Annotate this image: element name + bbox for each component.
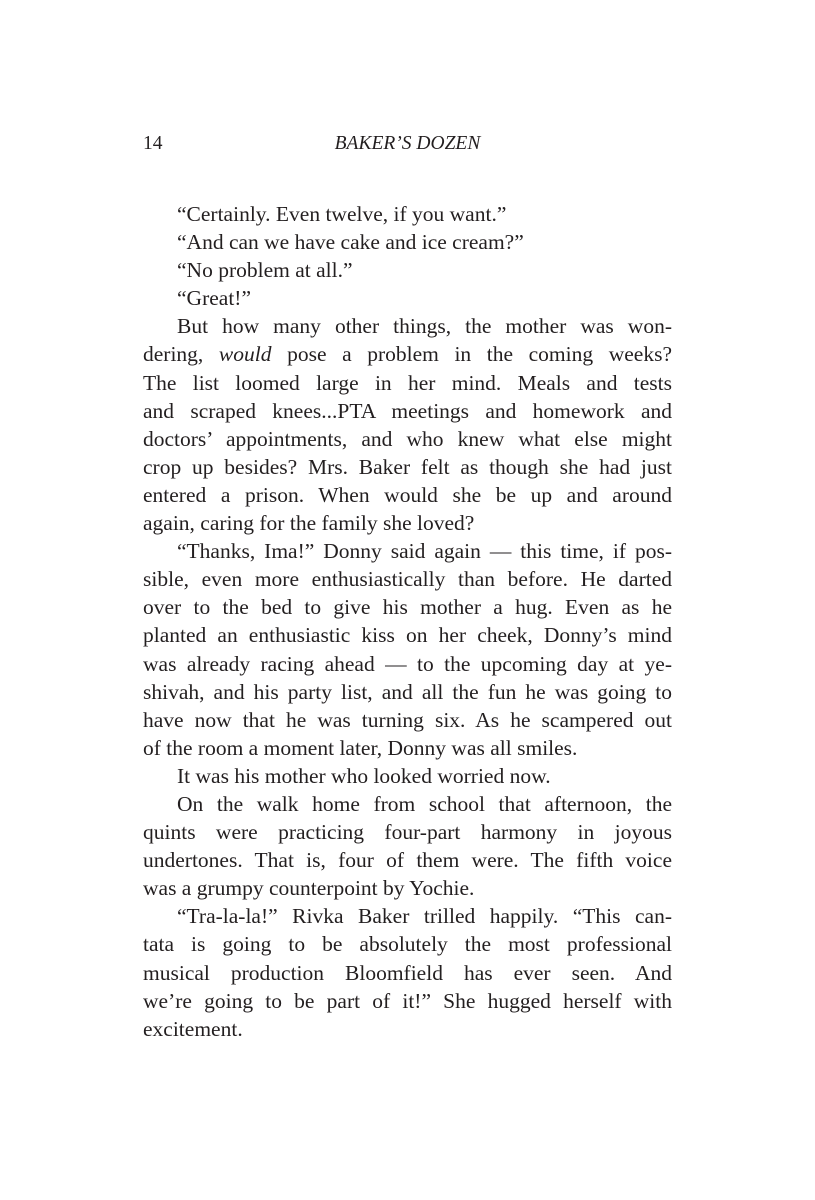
text-segment: of the room a moment later, Donny was all smiles. — [143, 735, 578, 760]
text-segment: musical production Bloomfield has ever seen. And — [143, 960, 672, 985]
text-line — [143, 593, 672, 621]
text-line — [143, 481, 672, 509]
text-segment: and scraped knees...PTA meetings and homework and — [143, 398, 672, 423]
text-segment: quints were practicing four-part harmony in joyous — [143, 820, 672, 845]
text-line — [143, 312, 672, 340]
text-line — [143, 902, 672, 930]
text-line — [143, 959, 672, 987]
text-line — [143, 340, 672, 368]
text-segment: have now that he was turning six. As he scampered out — [143, 707, 672, 732]
text-segment: excitement. — [143, 1016, 243, 1041]
text-line — [143, 369, 672, 397]
text-segment: “No problem at all.” — [177, 258, 353, 283]
running-head — [143, 133, 672, 159]
text-line — [143, 874, 672, 902]
text-line — [143, 256, 672, 284]
text-line — [143, 453, 672, 481]
text-segment: again, caring for the family she loved? — [143, 511, 475, 536]
running-title: BAKER’S DOZEN — [334, 133, 481, 154]
text-segment: sible, even more enthusiastically than before. He darted — [143, 567, 672, 592]
text-segment: we’re going to be part of it!” She hugged herself with — [143, 988, 672, 1013]
text-line — [143, 565, 672, 593]
text-segment: over to the bed to give his mother a hug. Even as he — [143, 595, 672, 620]
text-segment: planted an enthusiastic kiss on her cheek, Donny’s mind — [143, 623, 672, 648]
text-segment: pose a problem in the coming weeks? — [271, 342, 672, 367]
text-segment: “Thanks, Ima!” Donny said again — this time, if pos- — [177, 539, 672, 564]
text-segment: was a grumpy counterpoint by Yochie. — [143, 876, 475, 901]
text-line — [143, 762, 672, 790]
text-line — [143, 200, 672, 228]
text-segment: entered a prison. When would she be up and around — [143, 482, 672, 507]
text-line — [143, 678, 672, 706]
text-segment: “And can we have cake and ice cream?” — [177, 230, 524, 255]
text-line — [143, 987, 672, 1015]
text-segment: But how many other things, the mother was won- — [177, 314, 672, 339]
text-segment: crop up besides? Mrs. Baker felt as though she had just — [143, 454, 672, 479]
text-line — [143, 706, 672, 734]
text-segment: “Great!” — [177, 286, 251, 311]
text-line — [143, 818, 672, 846]
text-segment: undertones. That is, four of them were. The fifth voice — [143, 848, 672, 873]
text-segment: It was his mother who looked worried now. — [177, 763, 551, 788]
text-segment: doctors’ appointments, and who knew what else might — [143, 426, 672, 451]
text-line — [143, 650, 672, 678]
text-line — [143, 1015, 672, 1043]
text-line — [143, 790, 672, 818]
text-segment: On the walk home from school that afternoon, the — [177, 791, 672, 816]
text-segment: tata is going to be absolutely the most professional — [143, 932, 672, 957]
body-text — [143, 200, 672, 1043]
text-segment: “Certainly. Even twelve, if you want.” — [177, 202, 507, 226]
text-line — [143, 734, 672, 762]
text-line — [143, 509, 672, 537]
text-line — [143, 284, 672, 312]
text-line — [143, 621, 672, 649]
text-line — [143, 397, 672, 425]
text-line — [143, 228, 672, 256]
text-segment: The list loomed large in her mind. Meals and tests — [143, 370, 672, 395]
emphasis: would — [218, 342, 272, 367]
text-segment: dering, — [143, 342, 219, 367]
text-segment: was already racing ahead — to the upcoming day at ye- — [143, 651, 672, 676]
text-line — [143, 425, 672, 453]
text-segment: “Tra-la-la!” Rivka Baker trilled happily. “This can- — [177, 904, 672, 929]
text-line — [143, 537, 672, 565]
page-number: 14 — [143, 133, 163, 154]
text-line — [143, 930, 672, 958]
text-line — [143, 846, 672, 874]
text-segment: shivah, and his party list, and all the fun he was going to — [143, 679, 672, 704]
